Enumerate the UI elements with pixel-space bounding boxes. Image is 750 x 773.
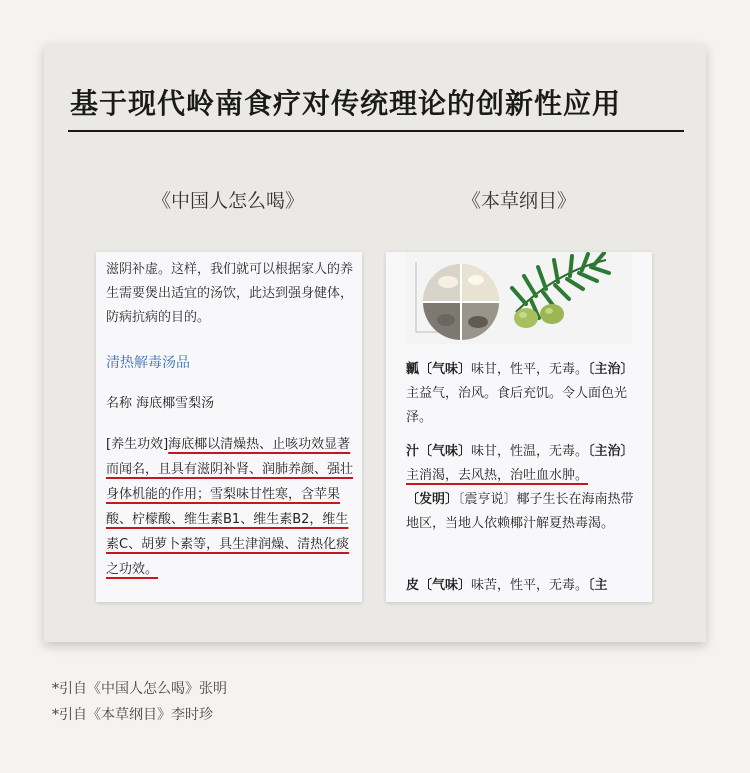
excerpt-card-right (386, 252, 652, 602)
entry-pi-head: 皮〔气味〕 (406, 578, 472, 593)
entry-zhi-indication-label: 〔主治〕 (588, 444, 634, 459)
book-label-left: 《中国人怎么喝》 (152, 190, 305, 212)
entry-rang-taste: 味甘，性平，无毒。 (471, 362, 589, 377)
entry-zhi-discussion: 椰子生长在海南热带地区，当地人依赖椰汁解夏热毒渴。 (406, 492, 634, 531)
entry-zhi-head: 汁〔气味〕 (406, 444, 472, 459)
entry-zhi-taste: 味甘，性温，无毒。 (471, 444, 589, 459)
citation-line: *引自《本草纲目》李时珍 (52, 707, 213, 723)
section-heading: 清热解毒汤品 (106, 355, 190, 371)
entry-zhi-source: 〔震亨说〕 (458, 492, 517, 507)
entry-rang-head: 瓤〔气味〕 (406, 362, 472, 377)
effect-paragraph (106, 432, 358, 582)
title-divider (68, 130, 684, 132)
effect-text: 海底椰以清燥热、止咳功效显著而闻名，且具有滋阴补肾、润肺养颜、强壮身体机能的作用；雪梨味甘性寒，含苹果酸、柠檬酸、维生素B1、维生素B2，维生素C、胡萝卜素等，具生津润燥、清热化痰之功效。 (106, 437, 354, 577)
citation-notes (52, 676, 227, 728)
intro-paragraph: 滋阴补虚。这样，我们就可以根据家人的养生需要煲出适宜的汤饮，此达到强身健体，防病抗病的目的。 (106, 262, 354, 325)
citation-line: *引自《中国人怎么喝》张明 (52, 681, 227, 697)
effect-label: [养生功效] (106, 437, 169, 452)
coconut-illustration (406, 252, 632, 344)
content-panel (44, 44, 706, 642)
entry-rang-indication-label: 〔主治〕 (588, 362, 634, 377)
page-title: 基于现代岭南食疗对传统理论的创新性应用 (70, 87, 622, 120)
book-label-right: 《本草纲目》 (462, 190, 577, 212)
entry-rang (406, 358, 638, 430)
entry-zhi (406, 440, 638, 536)
excerpt-card-left (96, 252, 362, 602)
entry-rang-indication: 主益气，治风。食后充饥。令人面色光泽。 (406, 386, 628, 425)
entry-pi-indication-label: 〔主 (588, 578, 608, 593)
entry-pi (406, 574, 638, 598)
entry-zhi-discussion-label: 〔发明〕 (406, 492, 459, 507)
entry-zhi-indication: 主消渴，去风热，治吐血水肿。 (406, 468, 589, 483)
entry-pi-taste: 味苦，性平，无毒。 (471, 578, 589, 593)
recipe-name: 名称 海底椰雪梨汤 (106, 396, 215, 411)
